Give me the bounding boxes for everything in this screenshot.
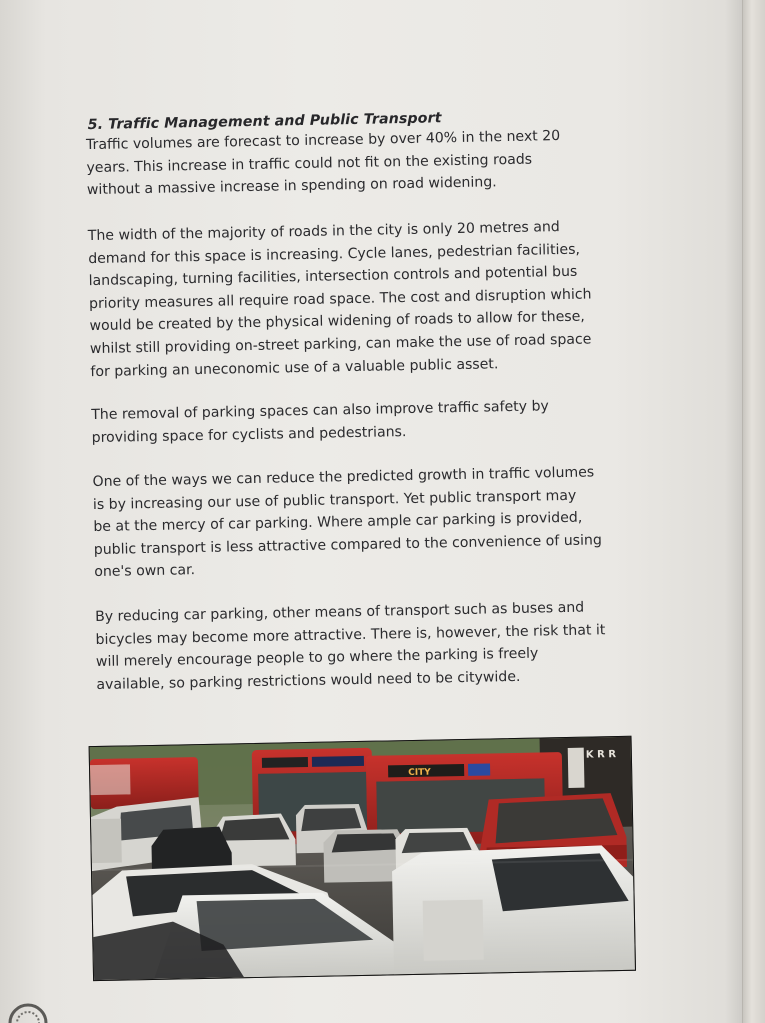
paragraph-line: available, so parking restrictions would need to be citywide. [96, 668, 521, 693]
paragraph-5 [95, 596, 642, 697]
paragraph-line: Traffic volumes are forecast to increase by over 40% in the next 20 [85, 128, 561, 154]
paragraph-line: public transport is less attractive compared to the convenience of using [93, 532, 602, 558]
paragraph-3 [91, 394, 637, 450]
paragraph-1 [86, 124, 632, 202]
paragraph-line: The removal of parking spaces can also improve traffic safety by [91, 398, 549, 424]
bus-destination-sign: CITY [408, 767, 431, 779]
paragraph-line: whilst still providing on-street parking, can make the use of road space [89, 331, 592, 358]
paragraph-line: years. This increase in traffic could not fit on the existing roads [86, 151, 533, 176]
paragraph-line: bicycles may become more attractive. There is, however, the risk that it [95, 621, 606, 648]
storefront-sign: K R R [585, 749, 617, 761]
paragraph-line: One of the ways we can reduce the predicted growth in traffic volumes [92, 464, 595, 491]
paragraph-line: for parking an uneconomic use of a valuable public asset. [90, 355, 499, 380]
paragraph-line: is by increasing our use of public transport. Yet public transport may [92, 487, 577, 513]
paragraph-line: priority measures all require road space. The cost and disruption which [88, 286, 592, 312]
paragraph-4 [92, 461, 639, 584]
page-emblem-icon [8, 1003, 48, 1023]
paragraph-line: would be created by the physical widening of roads to allow for these, [89, 308, 585, 335]
paragraph-line: one's own car. [94, 562, 196, 581]
paragraph-line: providing space for cyclists and pedestrians. [91, 423, 407, 446]
traffic-photo [89, 736, 636, 981]
paragraph-line: demand for this space is increasing. Cycle lanes, pedestrian facilities, [88, 241, 581, 267]
paragraph-line: be at the mercy of car parking. Where ample car parking is provided, [93, 509, 583, 536]
paragraph-line: without a massive increase in spending on road widening. [86, 174, 497, 199]
paragraph-line: The width of the majority of roads in the city is only 20 metres and [87, 219, 560, 245]
paragraph-line: will merely encourage people to go where the parking is freely [95, 645, 539, 671]
section-heading: 5. Traffic Management and Public Transport [87, 110, 442, 134]
paragraph-line: landscaping, turning facilities, intersection controls and potential bus [88, 263, 578, 290]
paragraph-2 [88, 215, 636, 384]
paragraph-line: By reducing car parking, other means of transport such as buses and [94, 599, 585, 626]
